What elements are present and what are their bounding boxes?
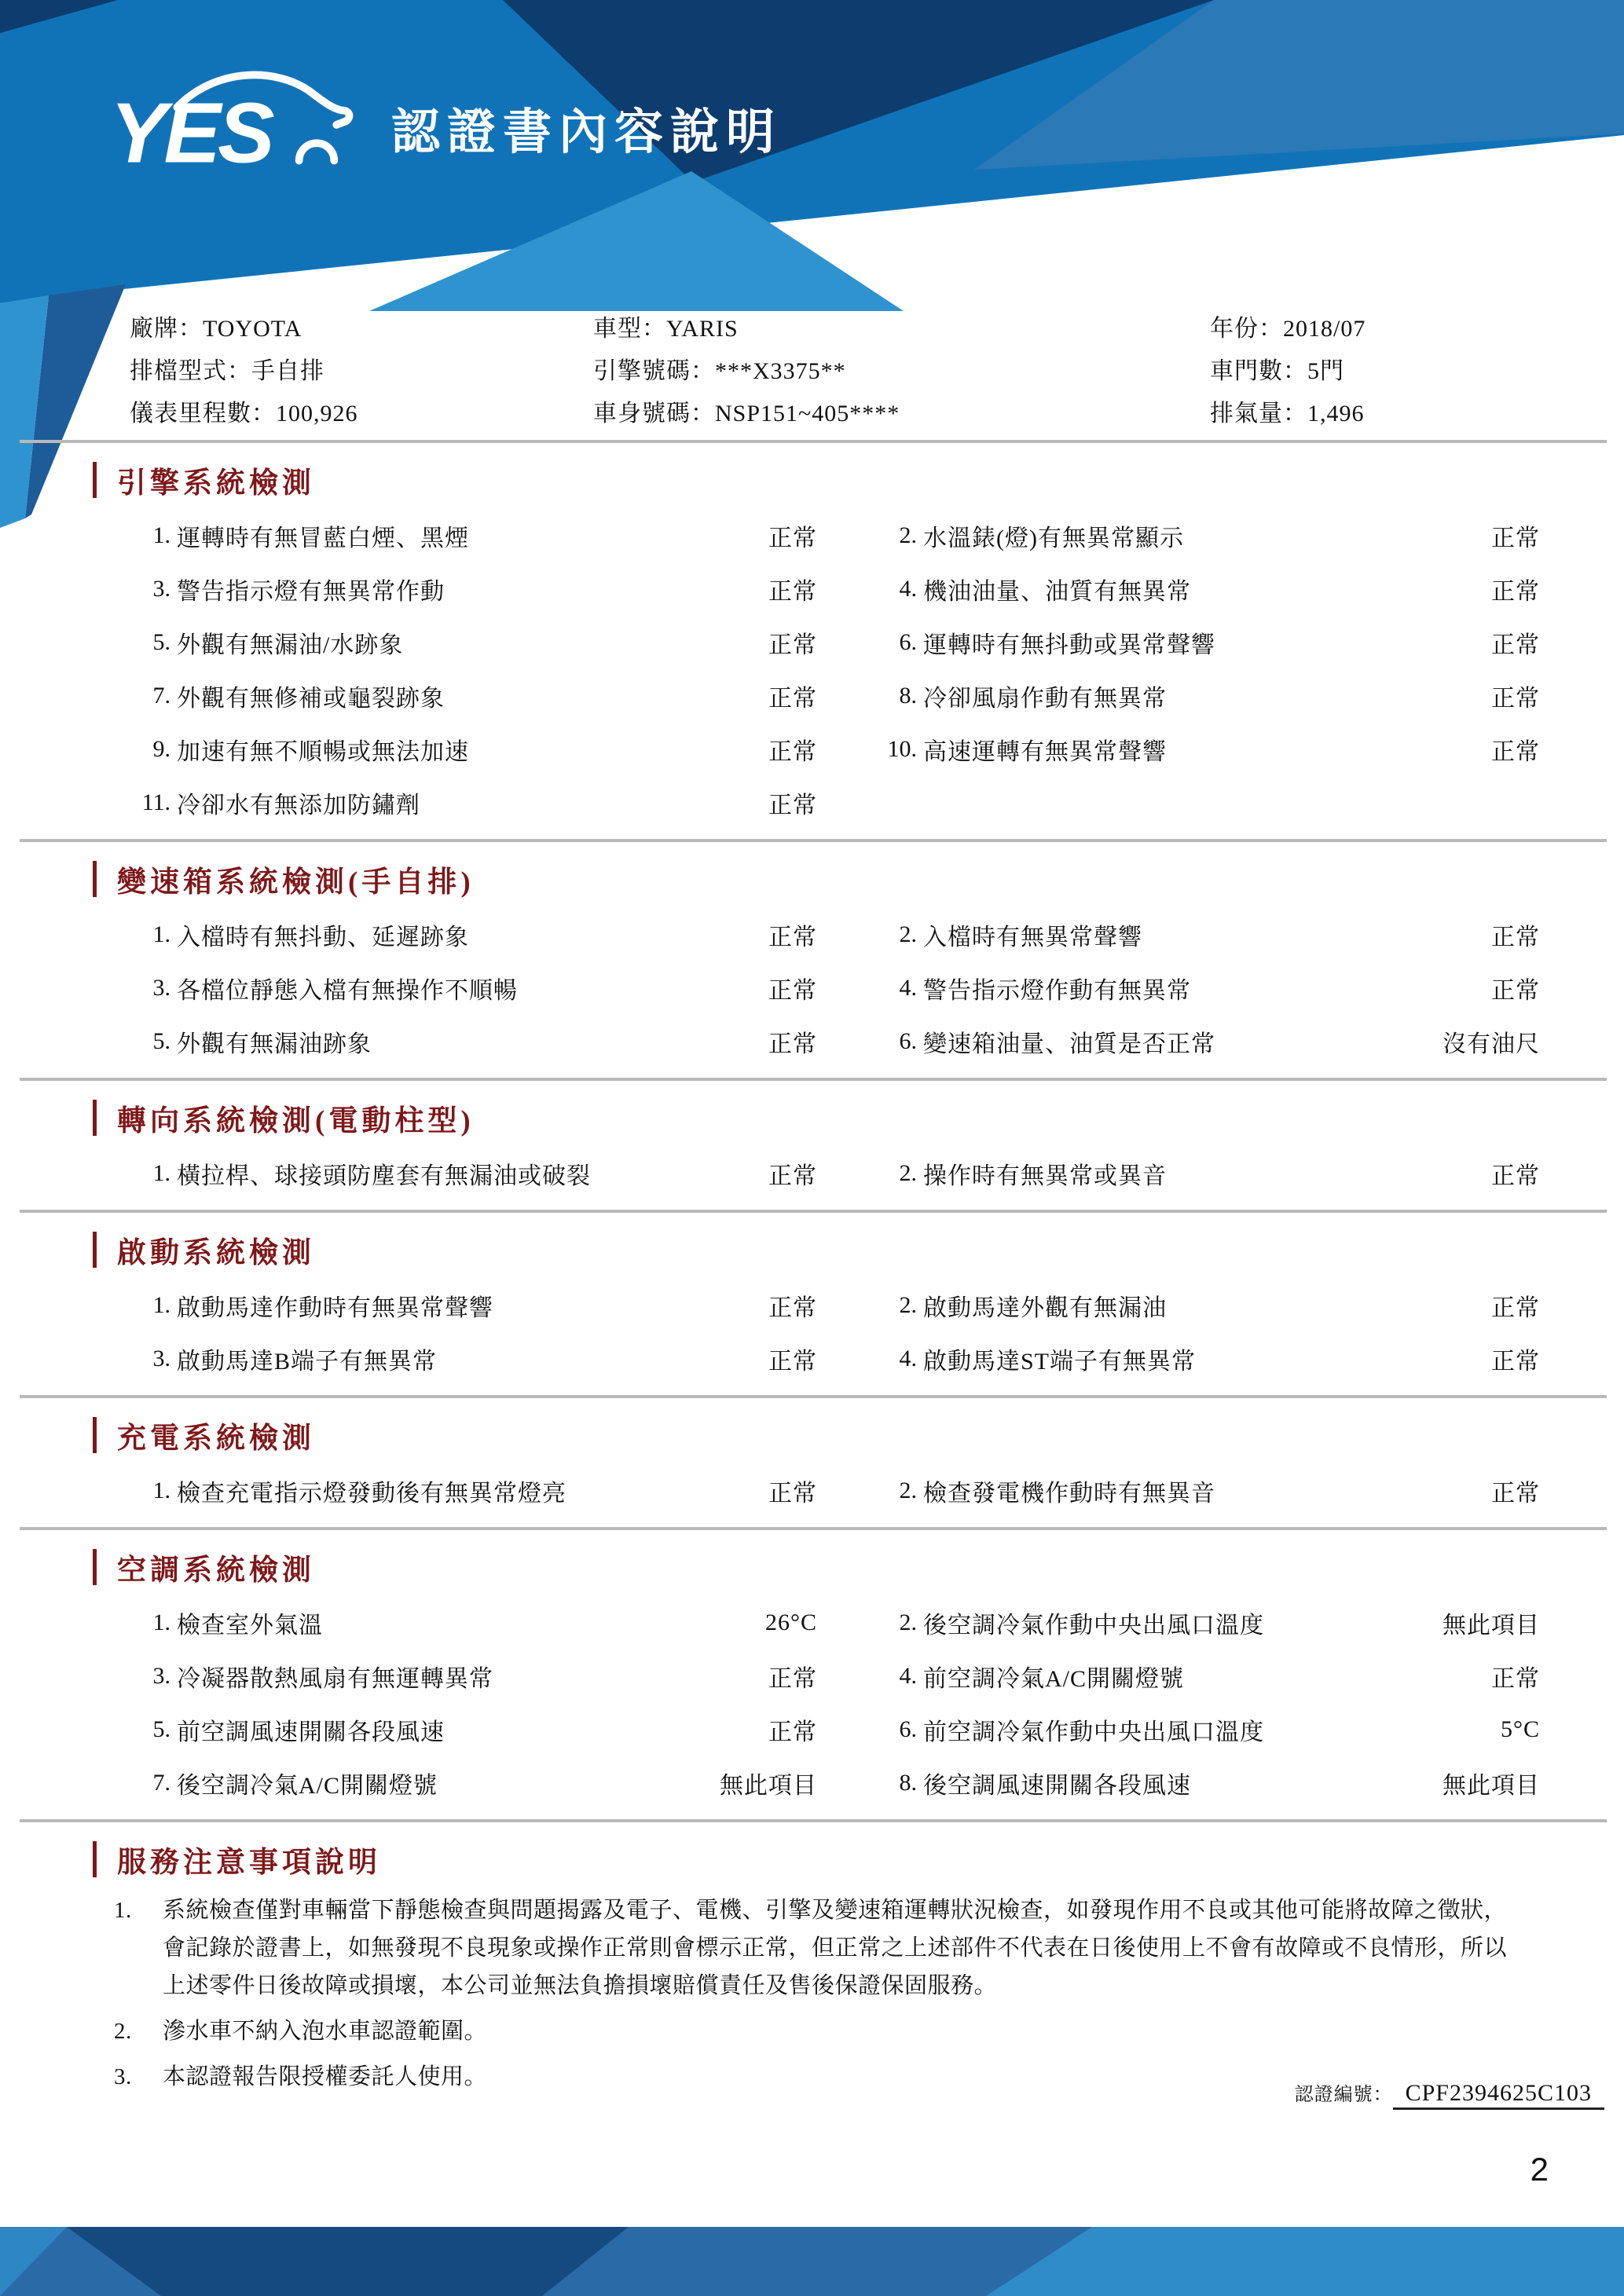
note-item — [114, 1891, 1522, 2005]
section-title-text: 充電系統檢測 — [117, 1423, 315, 1455]
item-number: 1. — [152, 1292, 170, 1318]
section-title — [93, 459, 1624, 501]
separator — [20, 839, 1607, 842]
separator — [20, 1819, 1607, 1822]
vehicle-info-item: 儀表里程數：100,926 — [130, 401, 358, 427]
item-status: 正常 — [1491, 579, 1540, 605]
item-number: 4. — [899, 1663, 917, 1689]
check-item — [860, 723, 1540, 776]
check-item — [114, 1596, 817, 1650]
item-label: 加速有無不順暢或無法加速 — [177, 739, 469, 765]
note-item — [114, 2012, 1522, 2050]
section-steering-system — [0, 1097, 1624, 1213]
item-label: 前空調風速開關各段風速 — [177, 1719, 445, 1745]
item-status: 正常 — [1491, 925, 1540, 950]
page-number: 2 — [1530, 2151, 1549, 2188]
section-title — [93, 1546, 1624, 1588]
check-item — [860, 961, 1540, 1015]
section-title-bar — [93, 1417, 97, 1453]
item-label: 入檔時有無異常聲響 — [923, 925, 1142, 950]
check-item — [860, 1464, 1540, 1518]
item-label: 高速運轉有無異常聲響 — [923, 739, 1167, 765]
item-status: 正常 — [1491, 525, 1540, 551]
item-number: 8. — [899, 683, 917, 709]
item-label: 警告指示燈作動有無異常 — [923, 978, 1191, 1004]
check-item — [114, 908, 817, 961]
item-number: 8. — [899, 1770, 917, 1796]
certificate-number-value: CPF2394625C103 — [1393, 2080, 1604, 2110]
item-number: 7. — [152, 1770, 170, 1796]
item-label: 後空調冷氣作動中央出風口溫度 — [923, 1613, 1264, 1639]
item-label: 冷卻水有無添加防鏽劑 — [177, 793, 420, 818]
separator — [20, 1395, 1607, 1398]
item-number: 1. — [152, 921, 170, 947]
section-starting-system — [0, 1229, 1624, 1398]
separator — [20, 1078, 1607, 1081]
item-status: 正常 — [768, 1163, 817, 1189]
item-number: 4. — [899, 1346, 917, 1371]
item-number: 2. — [899, 1478, 917, 1503]
check-item — [114, 961, 817, 1015]
item-status: 正常 — [1491, 1349, 1540, 1375]
section-title-text: 啟動系統檢測 — [117, 1237, 315, 1269]
item-status: 正常 — [768, 739, 817, 765]
item-status: 正常 — [1491, 1163, 1540, 1189]
check-item — [114, 1650, 817, 1703]
item-label: 啟動馬達作動時有無異常聲響 — [177, 1295, 493, 1321]
item-status: 正常 — [768, 1349, 817, 1375]
section-items — [0, 501, 1624, 839]
certificate-number — [1295, 2078, 1604, 2107]
item-label: 外觀有無修補或龜裂跡象 — [177, 686, 445, 712]
vehicle-info — [0, 308, 1624, 440]
item-label: 機油油量、油質有無異常 — [923, 579, 1191, 605]
notes-list — [0, 1880, 1624, 2096]
item-status: 正常 — [768, 1481, 817, 1507]
check-item — [114, 1756, 817, 1810]
item-label: 冷凝器散熱風扇有無運轉異常 — [177, 1666, 493, 1692]
check-item — [860, 1279, 1540, 1332]
item-number: 5. — [152, 1716, 170, 1742]
item-label: 運轉時有無冒藍白煙、黑煙 — [177, 525, 469, 551]
section-title-bar — [93, 1232, 97, 1268]
check-item — [860, 669, 1540, 723]
section-title — [93, 858, 1624, 900]
item-status: 正常 — [1491, 1481, 1540, 1507]
item-label: 檢查充電指示燈發動後有無異常燈亮 — [177, 1481, 566, 1507]
item-label: 入檔時有無抖動、延遲跡象 — [177, 925, 469, 950]
item-status: 無此項目 — [1443, 1613, 1540, 1639]
item-number: 3. — [152, 1346, 170, 1371]
check-item — [114, 616, 817, 669]
vehicle-info-item: 車型：YARIS — [593, 316, 739, 342]
item-label: 各檔位靜態入檔有無操作不順暢 — [177, 978, 518, 1004]
section-title-text: 轉向系統檢測(電動柱型) — [117, 1105, 475, 1137]
item-status: 正常 — [1491, 1666, 1540, 1692]
item-status: 無此項目 — [1443, 1773, 1540, 1799]
section-charging-system — [0, 1414, 1624, 1530]
section-title-bar — [93, 1841, 97, 1877]
section-ac-system — [0, 1546, 1624, 1822]
check-item — [860, 1596, 1540, 1650]
check-item — [114, 1147, 817, 1200]
check-item — [860, 1756, 1540, 1810]
section-title-text: 空調系統檢測 — [117, 1554, 315, 1587]
section-service-notes — [0, 1838, 1624, 2111]
item-status: 正常 — [768, 686, 817, 712]
section-title-bar — [93, 1549, 97, 1585]
item-status: 正常 — [768, 1295, 817, 1321]
section-items — [0, 900, 1624, 1078]
vehicle-info-item: 廠牌：TOYOTA — [130, 316, 302, 342]
check-item — [114, 1464, 817, 1518]
sections — [0, 459, 1624, 1822]
section-title-bar — [93, 1100, 97, 1136]
vehicle-info-item: 車門數：5門 — [1210, 358, 1344, 384]
check-item — [860, 616, 1540, 669]
item-number: 6. — [899, 1716, 917, 1742]
item-label: 前空調冷氣A/C開關燈號 — [923, 1666, 1185, 1692]
item-status: 正常 — [1491, 1295, 1540, 1321]
item-number: 1. — [152, 1478, 170, 1503]
check-item — [114, 1279, 817, 1332]
page-title: 認證書內容說明 — [391, 105, 783, 159]
item-label: 後空調冷氣A/C開關燈號 — [177, 1773, 438, 1799]
item-status: 正常 — [768, 525, 817, 551]
section-title-text: 服務注意事項說明 — [117, 1847, 381, 1879]
item-number: 4. — [899, 975, 917, 1001]
item-status: 正常 — [768, 579, 817, 605]
item-number: 5. — [152, 629, 170, 655]
item-number: 6. — [899, 629, 917, 655]
item-label: 前空調冷氣作動中央出風口溫度 — [923, 1719, 1264, 1745]
item-number: 1. — [152, 1160, 170, 1186]
check-item — [114, 1332, 817, 1386]
logo-text: YES — [109, 86, 272, 181]
item-status: 正常 — [1491, 686, 1540, 712]
item-label: 啟動馬達外觀有無漏油 — [923, 1295, 1167, 1321]
certificate-number-label: 認證編號： — [1294, 2085, 1393, 2105]
item-label: 後空調風速開關各段風速 — [923, 1773, 1191, 1799]
item-label: 外觀有無漏油跡象 — [177, 1031, 372, 1057]
section-engine-system — [0, 459, 1624, 842]
item-number: 6. — [899, 1028, 917, 1054]
section-title — [93, 1229, 1624, 1271]
note-text: 滲水車不納入泡水車認證範圍。 — [163, 2019, 488, 2044]
vehicle-info-item: 年份：2018/07 — [1210, 316, 1366, 342]
item-number: 3. — [152, 975, 170, 1001]
check-item — [114, 669, 817, 723]
section-title — [93, 1414, 1624, 1456]
section-title-text: 引擎系統檢測 — [117, 467, 315, 500]
item-number: 2. — [899, 1609, 917, 1635]
item-label: 外觀有無漏油/水跡象 — [177, 632, 404, 658]
item-number: 3. — [152, 1663, 170, 1689]
item-status: 正常 — [768, 978, 817, 1004]
check-item — [114, 1015, 817, 1068]
check-item — [860, 509, 1540, 562]
item-number: 4. — [899, 576, 917, 602]
item-status: 正常 — [768, 632, 817, 658]
item-label: 冷卻風扇作動有無異常 — [923, 686, 1167, 712]
section-items — [0, 1139, 1624, 1210]
item-label: 啟動馬達B端子有無異常 — [177, 1349, 438, 1375]
section-items — [0, 1588, 1624, 1819]
section-title-bar — [93, 462, 97, 498]
note-number: 2. — [114, 2019, 132, 2044]
item-number: 1. — [152, 522, 170, 548]
note-number: 1. — [114, 1898, 132, 1923]
item-status: 26°C — [764, 1609, 817, 1635]
item-number: 3. — [152, 576, 170, 602]
check-item — [860, 908, 1540, 961]
item-status: 正常 — [768, 1719, 817, 1745]
check-item — [860, 1332, 1540, 1386]
item-label: 檢查發電機作動時有無異音 — [923, 1481, 1215, 1507]
check-item — [860, 1703, 1540, 1756]
item-number: 7. — [152, 683, 170, 709]
item-number: 2. — [899, 1292, 917, 1318]
section-transmission-system — [0, 858, 1624, 1081]
item-status: 無此項目 — [720, 1773, 817, 1799]
note-number: 3. — [114, 2064, 132, 2089]
check-item — [860, 1650, 1540, 1703]
note-text: 本認證報告限授權委託人使用。 — [163, 2064, 488, 2089]
check-item — [860, 1147, 1540, 1200]
section-title — [93, 1097, 1624, 1139]
section-items — [0, 1456, 1624, 1527]
separator — [20, 440, 1607, 443]
item-status: 正常 — [768, 1666, 817, 1692]
item-number: 2. — [899, 522, 917, 548]
item-number: 2. — [899, 1160, 917, 1186]
separator — [20, 1527, 1607, 1530]
item-status: 正常 — [768, 1031, 817, 1057]
item-number: 10. — [887, 736, 917, 762]
item-status: 5°C — [1500, 1716, 1540, 1742]
item-status: 正常 — [1491, 632, 1540, 658]
item-number: 1. — [152, 1609, 170, 1635]
item-status: 正常 — [1491, 739, 1540, 765]
item-number: 5. — [152, 1028, 170, 1054]
check-item — [114, 1703, 817, 1756]
item-status: 正常 — [1491, 978, 1540, 1004]
item-label: 橫拉桿、球接頭防塵套有無漏油或破裂 — [177, 1163, 591, 1189]
check-item — [114, 776, 817, 829]
item-label: 啟動馬達ST端子有無異常 — [923, 1349, 1197, 1375]
vehicle-info-item: 車身號碼：NSP151~405**** — [593, 401, 900, 427]
vehicle-info-item: 排檔型式：手自排 — [130, 358, 324, 384]
item-label: 檢查室外氣溫 — [177, 1613, 323, 1639]
note-text: 系統檢查僅對車輛當下靜態檢查與問題揭露及電子、電機、引擎及變速箱運轉狀況檢查，如發現作用不良或其他可能將故障之徵狀，會記錄於證書上，如無發現不良現象或操作正常則會標示正常，但正常之上述部件不代表在日後使用上不會有故障或不良情形，所以上述零件日後故障或損壞，本公司並無法負擔損壞賠償責任及售後保證保固服務。 — [163, 1898, 1508, 1998]
section-title-bar — [93, 861, 97, 897]
check-item — [860, 562, 1540, 616]
check-item — [860, 1015, 1540, 1068]
check-item — [114, 509, 817, 562]
check-item — [114, 723, 817, 776]
vehicle-info-item: 引擎號碼：***X3375** — [593, 358, 846, 384]
separator — [20, 1210, 1607, 1213]
item-status: 正常 — [768, 793, 817, 818]
item-number: 9. — [152, 736, 170, 762]
item-label: 水溫錶(燈)有無異常顯示 — [923, 525, 1184, 551]
item-number: 11. — [141, 789, 170, 815]
check-item — [114, 562, 817, 616]
item-label: 操作時有無異常或異音 — [923, 1163, 1167, 1189]
section-title — [93, 1838, 1624, 1880]
item-status: 沒有油尺 — [1443, 1031, 1540, 1057]
item-label: 警告指示燈有無異常作動 — [177, 579, 445, 605]
item-label: 運轉時有無抖動或異常聲響 — [923, 632, 1215, 658]
section-items — [0, 1271, 1624, 1395]
item-status: 正常 — [768, 925, 817, 950]
item-label: 變速箱油量、油質是否正常 — [923, 1031, 1215, 1057]
item-number: 2. — [899, 921, 917, 947]
vehicle-info-item: 排氣量：1,496 — [1210, 401, 1365, 427]
section-title-text: 變速箱系統檢測(手自排) — [117, 866, 475, 899]
